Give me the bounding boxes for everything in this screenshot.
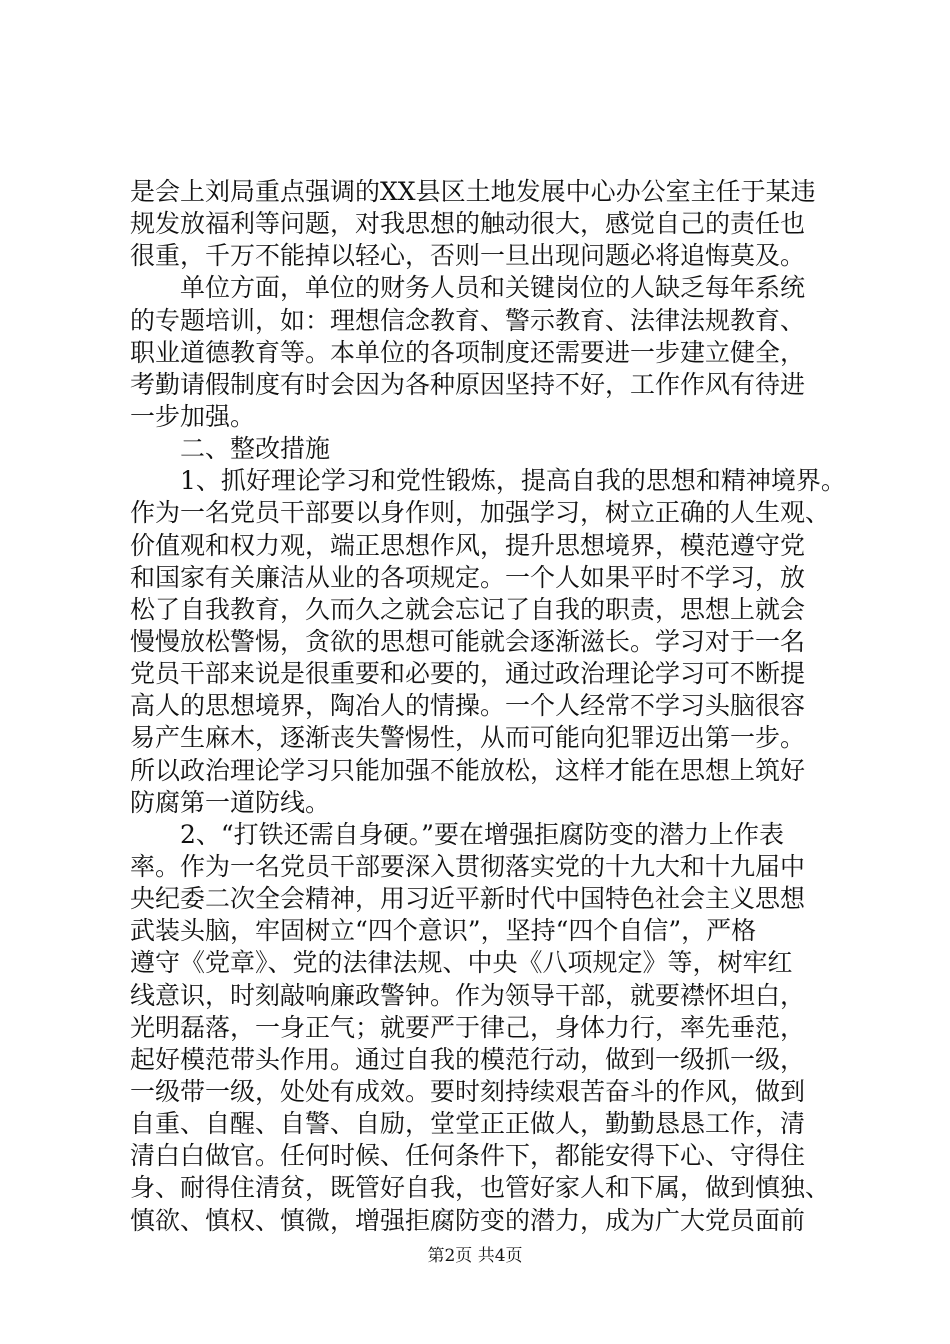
text-line: 易产生麻木，逐渐丧失警惕性，从而可能向犯罪迈出第一步。 <box>130 723 806 753</box>
text-line: 规发放福利等问题，对我思想的触动很大，感觉自己的责任也 <box>130 209 806 239</box>
text-line: 央纪委二次全会精神，用习近平新时代中国特色社会主义思想 <box>130 884 806 914</box>
text-line: 清白白做官。任何时候、任何条件下，都能安得下心、守得住 <box>130 1141 806 1171</box>
text-line: 是会上刘局重点强调的XX县区土地发展中心办公室主任于某违 <box>130 177 816 206</box>
text-line: 的专题培训，如：理想信念教育、警示教育、法律法规教育、 <box>130 305 806 335</box>
page-footer: 第2页 共4页 <box>427 1246 523 1266</box>
text-line: 党员干部来说是很重要和必要的，通过政治理论学习可不断提 <box>130 659 806 689</box>
text-line: 作为一名党员干部要以身作则，加强学习，树立正确的人生观、 <box>130 498 831 528</box>
text-line: 自重、自醒、自警、自励，堂堂正正做人，勤勤恳恳工作，清 <box>130 1109 806 1139</box>
text-line: 率。作为一名党员干部要深入贯彻落实党的十九大和十九届中 <box>130 851 806 881</box>
text-line: 一级带一级，处处有成效。要时刻持续艰苦奋斗的作风，做到 <box>130 1076 806 1106</box>
text-line: 防腐第一道防线。 <box>130 787 331 817</box>
text-line: 价值观和权力观，端正思想作风，提升思想境界，模范遵守党 <box>130 530 806 560</box>
text-line: 1、抓好理论学习和党性锻炼，提高自我的思想和精神境界。 <box>180 466 846 496</box>
body-text <box>130 176 846 1237</box>
text-line: 考勤请假制度有时会因为各种原因坚持不好，工作作风有待进 <box>130 369 806 399</box>
section-heading: 二、整改措施 <box>180 434 331 464</box>
text-line: 遵守《党章》、党的法律法规、中央《八项规定》等，树牢红 <box>130 948 793 978</box>
text-line: 线意识，时刻敲响廉政警钟。作为领导干部，就要襟怀坦白， <box>130 980 806 1010</box>
text-line: 很重，千万不能掉以轻心，否则一旦出现问题必将追悔莫及。 <box>130 241 806 271</box>
text-line: 和国家有关廉洁从业的各项规定。一个人如果平时不学习，放 <box>130 562 806 592</box>
text-line: 光明磊落，一身正气；就要严于律己，身体力行，率先垂范， <box>130 1012 806 1042</box>
text-line: 身、耐得住清贫，既管好自我，也管好家人和下属，做到慎独、 <box>130 1173 831 1203</box>
text-line: 武装头脑，牢固树立“四个意识”，坚持“四个自信”，严格 <box>130 916 757 946</box>
text-line: 松了自我教育，久而久之就会忘记了自我的职责，思想上就会 <box>130 594 806 624</box>
text-line: 高人的思想境界，陶冶人的情操。一个人经常不学习头脑很容 <box>130 691 806 721</box>
text-line: 2、“打铁还需自身硬。”要在增强拒腐防变的潜力上作表 <box>180 819 784 849</box>
text-line: 慢慢放松警惕，贪欲的思想可能就会逐渐滋长。学习对于一名 <box>130 626 806 656</box>
text-line: 职业道德教育等。本单位的各项制度还需要进一步建立健全， <box>130 337 806 367</box>
text-line: 单位方面，单位的财务人员和关键岗位的人缺乏每年系统 <box>180 273 806 303</box>
text-line: 一步加强。 <box>130 401 256 431</box>
text-line: 慎欲、慎权、慎微，增强拒腐防变的潜力，成为广大党员面前 <box>130 1205 806 1235</box>
text-line: 起好模范带头作用。通过自我的模范行动，做到一级抓一级， <box>130 1044 806 1074</box>
text-line: 所以政治理论学习只能加强不能放松，这样才能在思想上筑好 <box>130 755 806 785</box>
